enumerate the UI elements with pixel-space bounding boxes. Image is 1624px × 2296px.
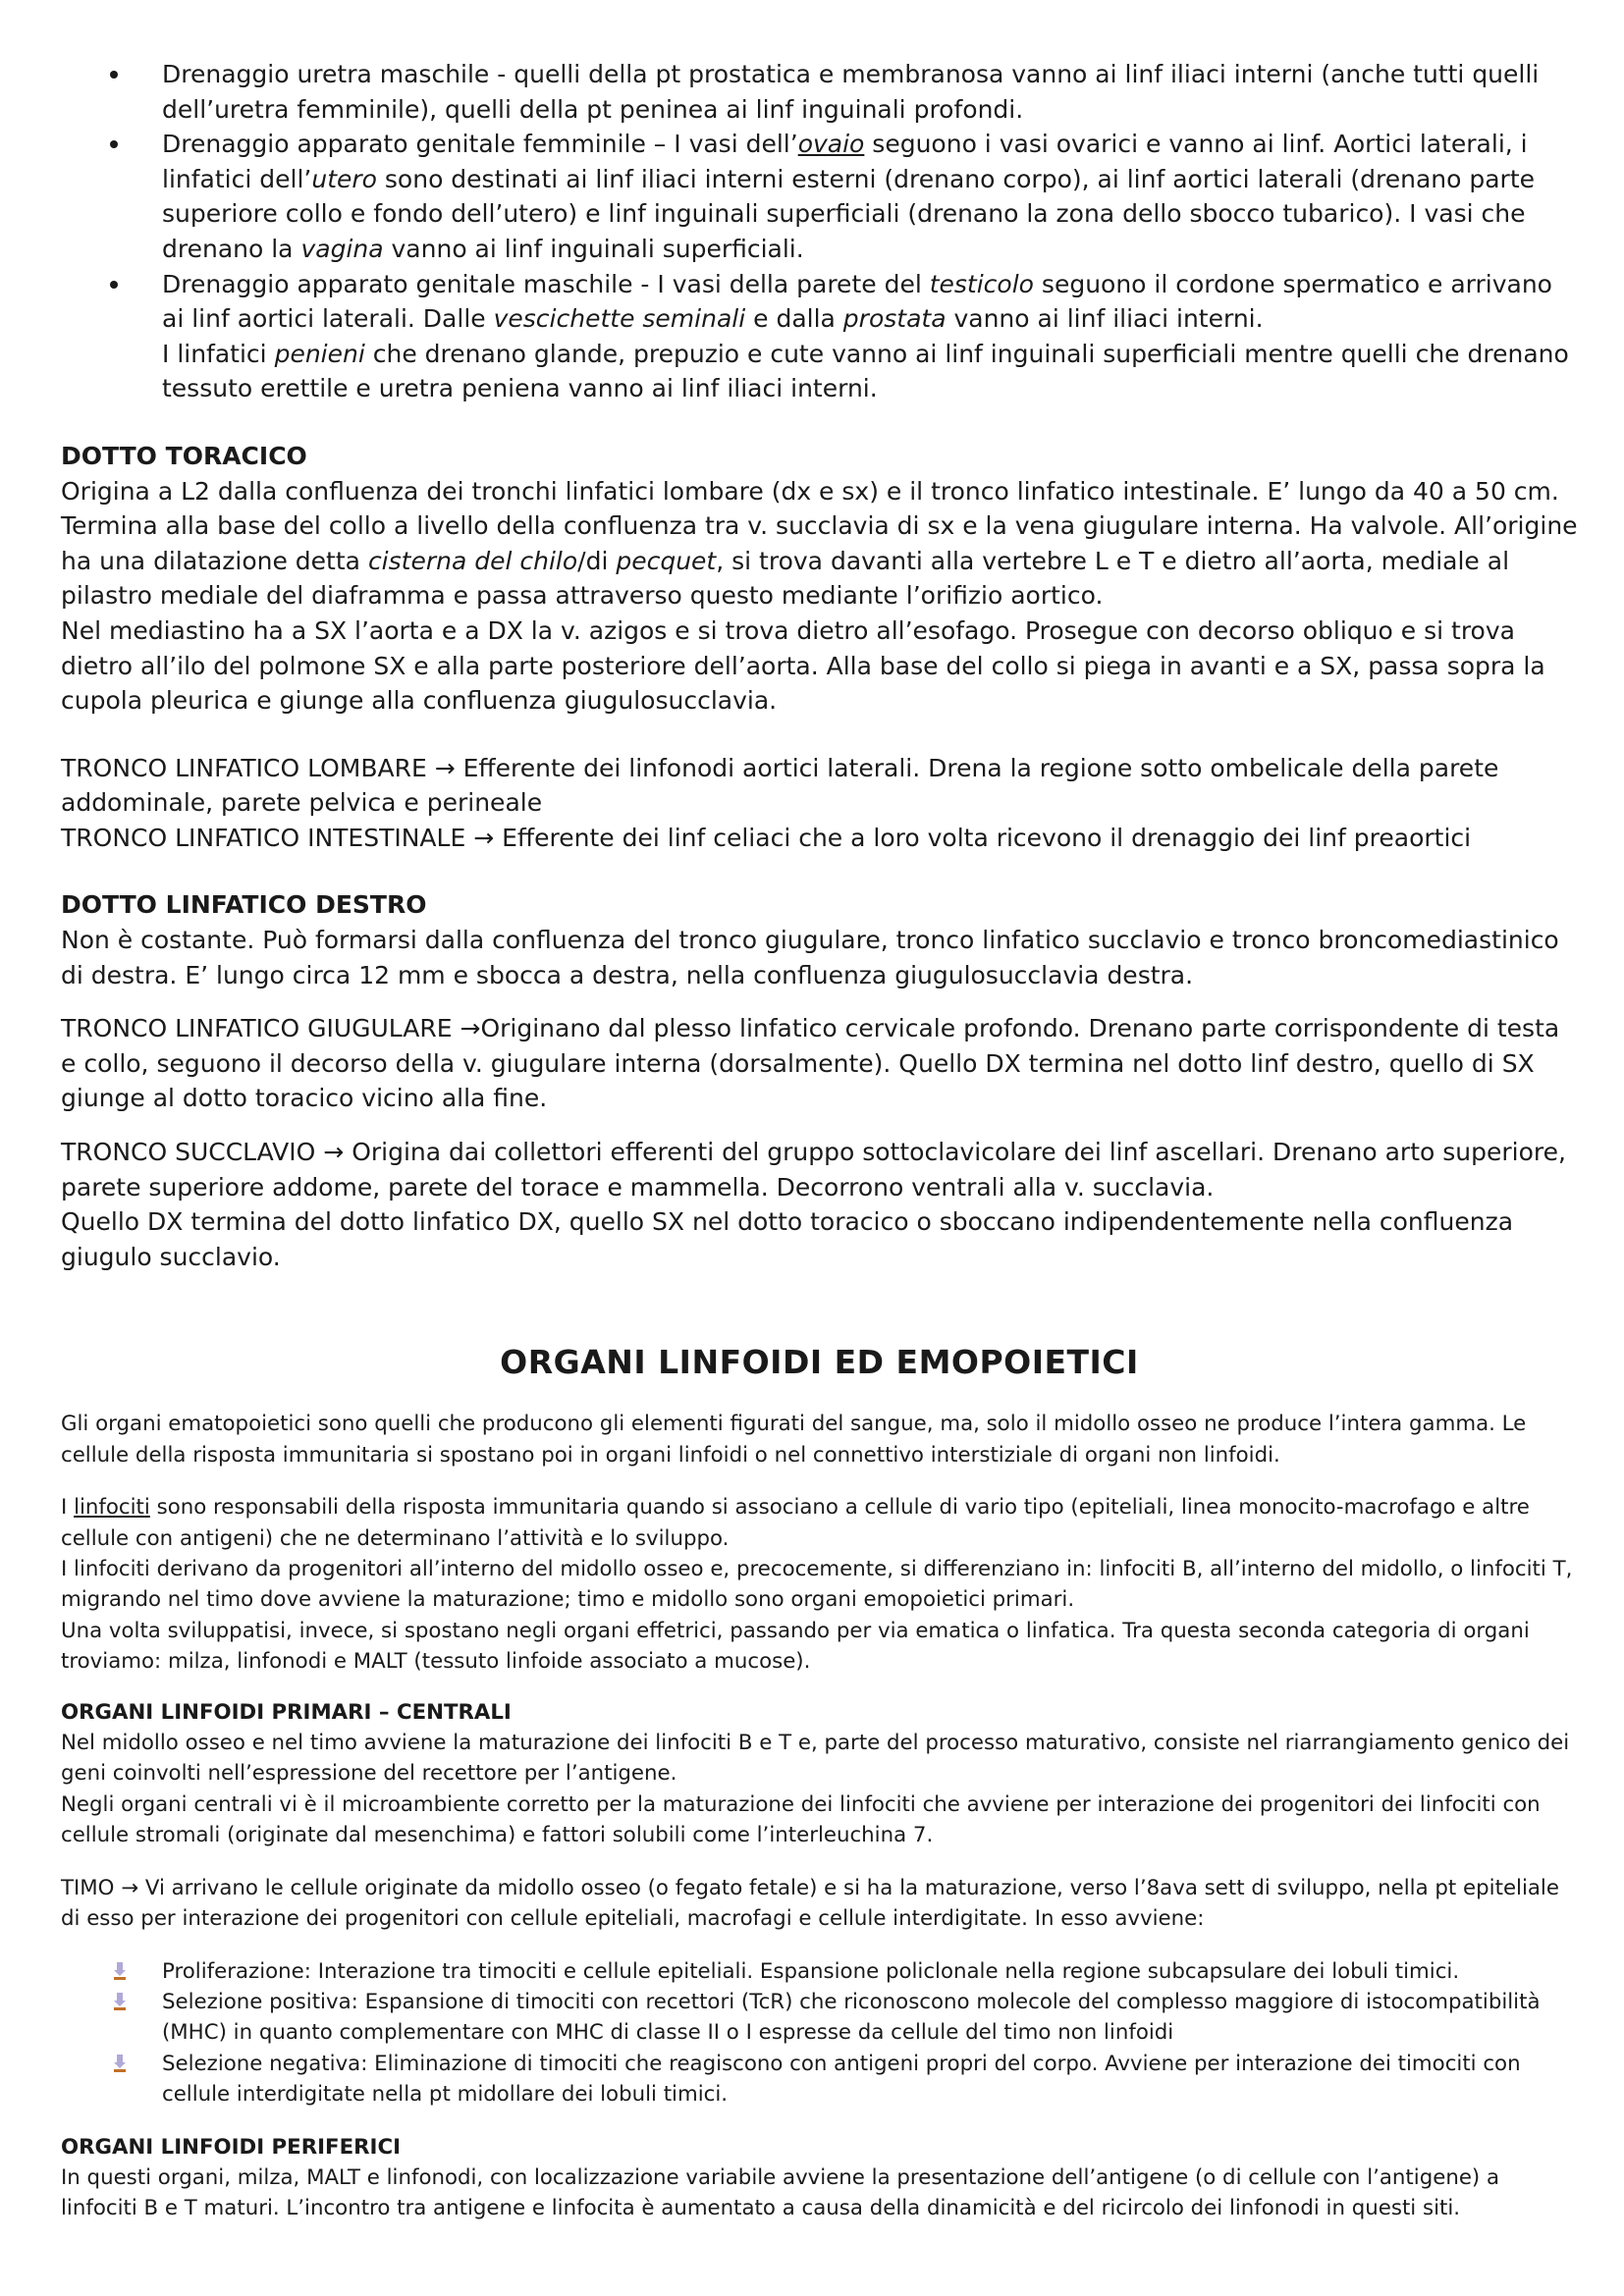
- paragraph: In questi organi, milza, MALT e linfonodi, con localizzazione variabile avviene la presentazione dell’antigene (o di cellule con l’antigene) a linfociti B e T maturi. L’incontro tra antigene e linfocita è aumentato a causa della dinamicità e del ricircolo dei linfonodi in questi siti.: [61, 2164, 1500, 2221]
- bullet-arrow-icon: [114, 2054, 126, 2073]
- arrow-right-icon: →: [473, 823, 495, 852]
- bullet-dot-icon: [110, 281, 118, 289]
- list-item: Selezione negativa: Eliminazione di timociti che reagiscono con antigeni propri del corpo. Avviene per interazione dei timociti con cellule interdigitate nella pt midollare dei lobuli timici.: [61, 2049, 1578, 2110]
- paragraph: TRONCO LINFATICO GIUGULARE →Originano dal plesso linfatico cervicale profondo. Drenano parte corrispondente di testa e collo, seguono il decorso della v. giugulare interna (dorsalmente). Quello DX termina nel dotto linf destro, quello di SX giunge al dotto toracico vicino alla fine.: [61, 1014, 1560, 1113]
- timo-list: [61, 1956, 1578, 2110]
- periferici-section: [61, 2132, 1578, 2224]
- arrow-right-icon: →: [460, 1014, 481, 1043]
- list-item: Proliferazione: Interazione tra timociti e cellule epiteliali. Espansione policlonale nella regione subcapsulare dei lobuli timici.: [61, 1956, 1578, 1987]
- section-heading: ORGANI LINFOIDI PRIMARI – CENTRALI: [61, 1699, 512, 1725]
- dotto-destro-section: [61, 887, 1578, 992]
- arrow-right-icon: →: [323, 1138, 345, 1167]
- paragraph: Nel midollo osseo e nel timo avviene la maturazione dei linfociti B e T e, parte del processo maturativo, consiste nel riarrangiamento genico dei geni coinvolti nell’espressione del recettore per l’antigene.: [61, 1731, 1570, 1787]
- paragraph: Non è costante. Può formarsi dalla confluenza del tronco giugulare, tronco linfatico succlavio e tronco broncomediastinico di destra. E’ lungo circa 12 mm e sbocca a destra, nella confluenza giugulosucclavia destra.: [61, 926, 1559, 989]
- dotto-toracico-section: [61, 439, 1578, 719]
- bullet-arrow-icon: [114, 1992, 126, 2011]
- primari-section: [61, 1697, 1578, 1851]
- paragraph: Una volta sviluppatisi, invece, si spostano negli organi effetrici, passando per via ematica o linfatica. Tra questa seconda categoria di organi troviamo: milza, linfonodi e MALT (tessuto linfoide associato a mucose).: [61, 1618, 1530, 1675]
- paragraph: TRONCO LINFATICO INTESTINALE → Efferente dei linf celiaci che a loro volta ricevono il drenaggio dei linf preaortici: [61, 823, 1472, 852]
- bullet-dot-icon: [110, 140, 118, 148]
- tronchi-section: [61, 751, 1578, 856]
- succlavio-section: [61, 1135, 1578, 1274]
- paragraph: TRONCO LINFATICO LOMBARE → Efferente dei linfonodi aortici laterali. Drena la regione sotto ombelicale della parete addominale, parete pelvica e perineale: [61, 753, 1499, 818]
- list-item: Drenaggio apparato genitale femminile – I vasi dell’ovaio seguono i vasi ovarici e vanno ai linf. Aortici laterali, i linfatici dell’utero sono destinati ai linf iliaci interni esterni (drenano corpo), ai linf aortici laterali (drenano parte superiore collo e fondo dell’utero) e linf inguinali superficiali (drenano la zona dello sbocco tubarico). I vasi che drenano la vagina vanno ai linf inguinali superficiali.: [61, 127, 1578, 266]
- bullet-dot-icon: [110, 71, 118, 79]
- section-heading: DOTTO LINFATICO DESTRO: [61, 890, 427, 920]
- page-title: ORGANI LINFOIDI ED EMOPOIETICI: [500, 1343, 1139, 1382]
- section-heading: DOTTO TORACICO: [61, 441, 307, 470]
- paragraph: TIMO → Vi arrivano le cellule originate da midollo osseo (o fegato fetale) e si ha la maturazione, verso l’8ava sett di sviluppo, nella pt epiteliale di esso per interazione dei progenitori con cellule epiteliali, macrofagi e cellule interdigitate. In esso avviene:: [61, 1875, 1559, 1932]
- bullet-arrow-icon: [114, 1961, 126, 1981]
- paragraph: Origina a L2 dalla confluenza dei tronchi linfatici lombare (dx e sx) e il tronco linfatico intestinale. E’ lungo da 40 a 50 cm. Termina alla base del collo a livello della confluenza tra v. succlavia di sx e la vena giugulare interna. Ha valvole. All’origine ha una dilatazione detta cisterna del chilo/di pecquet, si trova davanti alla vertebre L e T e dietro all’aorta, mediale al pilastro mediale del diaframma e passa attraverso questo mediante l’orifizio aortico.: [61, 476, 1578, 611]
- paragraph: Gli organi ematopoietici sono quelli che producono gli elementi figurati del sangue, ma, solo il midollo osseo ne produce l’intera gamma. Le cellule della risposta immunitaria si spostano poi in organi linfoidi o nel connettivo interstiziale di organi non linfoidi.: [61, 1412, 1527, 1468]
- paragraph: I linfociti sono responsabili della risposta immunitaria quando si associano a cellule di vario tipo (epiteliali, linea monocito-macrofago e altre cellule con antigeni) che ne determinano l’attività e lo sviluppo.: [61, 1495, 1530, 1551]
- drainage-bullet-list: [61, 57, 1578, 406]
- paragraph: TRONCO SUCCLAVIO → Origina dai collettori efferenti del gruppo sottoclavicolare dei linf ascellari. Drenano arto superiore, parete superiore addome, parete del torace e mammella. Decorrono ventrali alla v. succlavia.: [61, 1138, 1566, 1201]
- paragraph: Negli organi centrali vi è il microambiente corretto per la maturazione dei linfociti che avviene per interazione dei progenitori dei linfociti con cellule stromali (originate dal mesenchima) e fattori solubili come l’interleuchina 7.: [61, 1791, 1541, 1848]
- arrow-right-icon: →: [434, 753, 456, 782]
- paragraph: Nel mediastino ha a SX l’aorta e a DX la v. azigos e si trova dietro all’esofago. Prosegue con decorso obliquo e si trova dietro all’ilo del polmone SX e alla parte posteriore dell’aorta. Alla base del collo si piega in avanti e a SX, passa sopra la cupola pleurica e giunge alla confluenza giugulosucclavia.: [61, 615, 1545, 716]
- timo-section: [61, 1873, 1578, 2110]
- section-heading: ORGANI LINFOIDI PERIFERICI: [61, 2134, 401, 2160]
- paragraph: I linfociti derivano da progenitori all’interno del midollo osseo e, precocemente, si differenziano in: linfociti B, all’interno del midollo, o linfociti T, migrando nel timo dove avviene la maturazione; timo e midollo sono organi emopoietici primari.: [61, 1557, 1573, 1613]
- list-item: Selezione positiva: Espansione di timociti con recettori (TcR) che riconoscono molecole del complesso maggiore di istocompatibilità (MHC) in quanto complementare con MHC di classe II o I espresse da cellule del timo non linfoidi: [61, 1987, 1578, 2049]
- list-item: Drenaggio uretra maschile - quelli della pt prostatica e membranosa vanno ai linf iliaci interni (anche tutti quelli dell’uretra femminile), quelli della pt peninea ai linf inguinali profondi.: [61, 57, 1578, 127]
- intro-section: [61, 1409, 1578, 1677]
- arrow-right-icon: →: [121, 1875, 139, 1900]
- paragraph: Quello DX termina del dotto linfatico DX, quello SX nel dotto toracico o sboccano indipendentemente nella confluenza giugulo succlavio.: [61, 1207, 1514, 1271]
- document-page: [61, 57, 1578, 2224]
- list-item: Drenaggio apparato genitale maschile - I vasi della parete del testicolo seguono il cordone spermatico e arrivano ai linf aortici laterali. Dalle vescichette seminali e dalla prostata vanno ai linf iliaci interni. I linfatici penieni che drenano glande, prepuzio e cute vanno ai linf inguinali superficiali mentre quelli che drenano tessuto erettile e uretra peniena vanno ai linf iliaci interni.: [61, 267, 1578, 406]
- giugulare-section: [61, 1011, 1578, 1116]
